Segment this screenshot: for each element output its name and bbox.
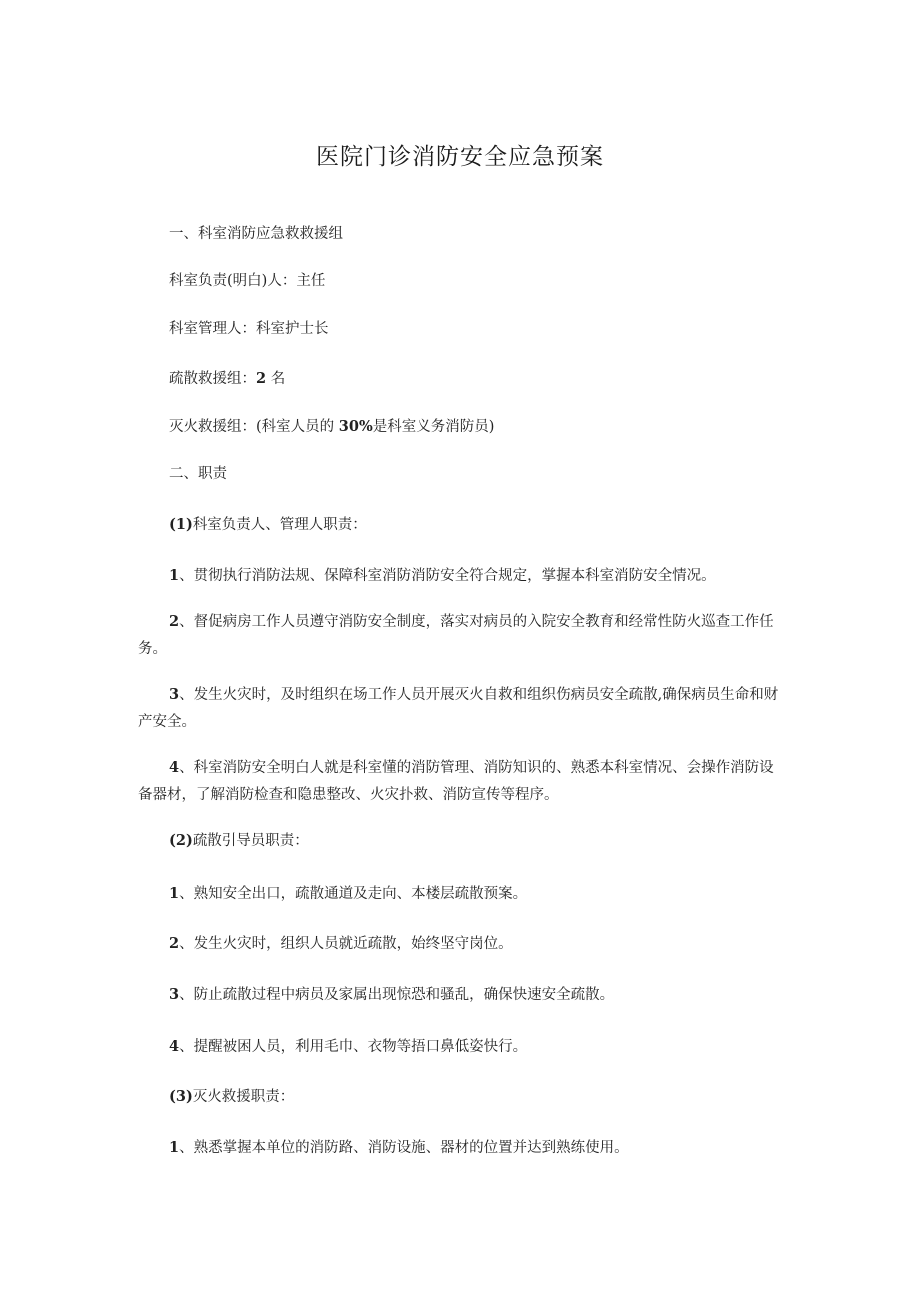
subsection-number: (3) — [169, 1088, 193, 1105]
evacuation-group-count: 2 — [256, 370, 267, 387]
list-item — [138, 981, 788, 1009]
list-item-number: 1 — [169, 567, 180, 584]
paragraph-responsible-person: 科室负责(明白)人：主任 — [169, 273, 326, 289]
section-heading-rescue-group: 一、科室消防应急救救援组 — [169, 226, 343, 242]
list-item-text: 、督促病房工作人员遵守消防安全制度，落实对病员的入院安全教育和经常性防火巡查工作任务。 — [138, 614, 774, 657]
subsection-title: 灭火救援职责： — [192, 1089, 295, 1105]
list-item-text: 、科室消防安全明白人就是科室懂的消防管理、消防知识的、熟悉本科室情况、会操作消防设备器材，了解消防检查和隐患整改、火灾扑救、消防宣传等程序。 — [138, 760, 774, 803]
firefighting-group-percent: 30% — [338, 418, 373, 435]
list-item-text: 、发生火灾时，组织人员就近疏散，始终坚守岗位。 — [179, 936, 513, 952]
paragraph-manager: 科室管理人：科室护士长 — [169, 321, 329, 337]
list-item-text: 、发生火灾时，及时组织在场工作人员开展灭火自救和组织伤病员安全疏散,确保病员生命和财产安全。 — [138, 687, 779, 730]
list-item-number: 2 — [169, 935, 180, 952]
paragraph-firefighting-group — [138, 413, 788, 441]
list-item-number: 1 — [169, 885, 180, 902]
section-heading-duties: 二、职责 — [169, 466, 227, 482]
list-item — [138, 608, 788, 663]
list-item-number: 2 — [169, 613, 180, 630]
list-item-text: 、熟悉掌握本单位的消防路、消防设施、器材的位置并达到熟练使用。 — [179, 1140, 629, 1156]
subsection-heading-2 — [138, 827, 788, 855]
subsection-title: 疏散引导员职责： — [192, 833, 309, 849]
list-item — [138, 880, 788, 908]
subsection-number: (2) — [169, 832, 193, 849]
list-item-number: 3 — [169, 986, 180, 1003]
list-item — [138, 1033, 788, 1061]
list-item — [138, 1134, 788, 1162]
subsection-number: (1) — [169, 516, 193, 533]
document-title: 医院门诊消防安全应急预案 — [316, 144, 604, 170]
list-item-text: 、熟知安全出口，疏散通道及走向、本楼层疏散预案。 — [179, 886, 528, 902]
list-item — [138, 681, 788, 736]
evacuation-group-unit: 名 — [266, 371, 286, 387]
list-item-number: 4 — [169, 1038, 180, 1055]
list-item-number: 1 — [169, 1139, 180, 1156]
subsection-title: 科室负责人、管理人职责： — [192, 517, 367, 533]
subsection-heading-1 — [138, 511, 788, 539]
list-item-number: 3 — [169, 686, 180, 703]
list-item — [138, 930, 788, 958]
list-item — [138, 562, 788, 590]
list-item-number: 4 — [169, 759, 180, 776]
list-item-text: 、提醒被困人员，利用毛巾、衣物等捂口鼻低姿快行。 — [179, 1039, 528, 1055]
paragraph-evacuation-group — [138, 365, 788, 393]
list-item-text: 、贯彻执行消防法规、保障科室消防消防安全符合规定，掌握本科室消防安全情况。 — [179, 568, 716, 584]
list-item — [138, 754, 788, 809]
firefighting-group-note: 是科室义务消防员) — [372, 419, 495, 435]
subsection-heading-3 — [138, 1083, 788, 1111]
firefighting-group-label: 灭火救援组：(科室人员的 — [169, 419, 339, 435]
list-item-text: 、防止疏散过程中病员及家属出现惊恐和骚乱，确保快速安全疏散。 — [179, 987, 615, 1003]
evacuation-group-label: 疏散救援组： — [169, 371, 256, 387]
